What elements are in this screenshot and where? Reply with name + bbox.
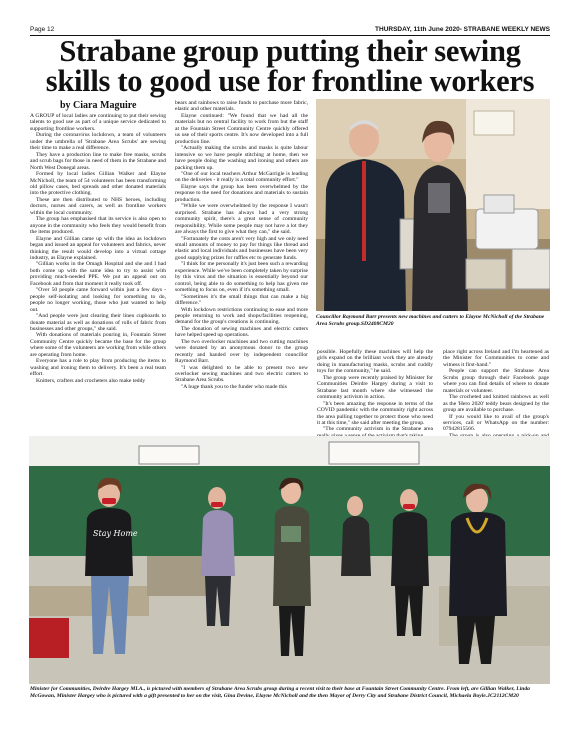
paragraph: "While we were overwhelmed by the response I wasn't surprised. Strabane has always had a very strong community spirit, there's a great sense of community responsibility. While some people may not have a lot they are always the first to give what they can," she said. bbox=[175, 203, 308, 236]
paragraph: bears and rainbows to raise funds to purchase more fabric, elastic and other materials. bbox=[175, 100, 308, 113]
paragraph: The group were recently praised by Minister for Communities Deirdre Hargey during a visit to Strabane last month where she witnessed the community activism in action. bbox=[317, 374, 433, 401]
paragraph: Knitters, crafters and crocheters also make teddy bbox=[36, 377, 146, 384]
paragraph: possible. Hopefully these machines will help the girls expand on the brilliant work they are already doing in manufacturing masks, scrubs and cuddly toys for the community," he said. bbox=[317, 349, 433, 375]
paragraph: place right across Ireland and I'm heartened as the Minister for Communities to come and witness it first-hand." bbox=[443, 349, 549, 368]
paragraph: With lockdown restrictions continuing to ease and more people returning to work and shops/facilities reopening, demand for the group's creations is continuing. bbox=[175, 306, 308, 326]
paragraph: "Over 50 people came forward within just a few days - people self-isolating and looking for something to do, people no longer working, those who just wanted to help out. bbox=[30, 287, 166, 313]
dateline: THURSDAY, 11th June 2020- STRABANE WEEKLY NEWS bbox=[375, 26, 550, 33]
headline bbox=[28, 36, 552, 96]
paragraph: These are then distributed to NHS heroes, including doctors, nurses and carers, as well as frontline workers within the local community. bbox=[30, 196, 166, 216]
paragraph: Everyone has a role to play from producing the items to washing and ironing them to delivery. It's been a real team effort. bbox=[30, 358, 166, 378]
paragraph: "Gillian works in the Omagh Hospital and she and I had both come up with the same idea to try to assist with providing much-needed PPE. We put an appeal out on Facebook and from that moment it really took off. bbox=[30, 261, 166, 287]
paragraph: "The community activism in the Strabane area bbox=[323, 426, 433, 433]
photo-minister-visit-graphic bbox=[29, 436, 550, 684]
shirt-print: Stay Home bbox=[93, 529, 138, 538]
headline-line-1: Strabane group putting their sewing bbox=[59, 34, 521, 68]
photo-caption-1: Councillor Raymond Barr presents new machines and cutters to Elayne McNicholl of the Strabane Area Scrubs group.SD2408CM20 bbox=[316, 314, 545, 327]
paragraph: "I was delighted to be able to present two new overlocker sewing machines and two electric cutters to Strabane Area Scrubs. bbox=[175, 364, 308, 384]
paragraph: Elayne says the group has been overwhelmed by the response to the need for donations and materials to sustain production. bbox=[175, 183, 308, 203]
headline-line-2: skills to good use for frontline workers bbox=[45, 64, 535, 98]
article-column-1 bbox=[30, 113, 166, 455]
photo-machine-presentation bbox=[316, 99, 550, 311]
paragraph: The crocheted and knitted rainbows as well as the 'Hero 2020' teddy bears designed by the group are available to purchase. bbox=[443, 394, 549, 414]
paragraph: They have a production line to make free masks, scrubs and scrub bags for those in need of them in the Strabane and North West Donegal areas. bbox=[30, 151, 166, 171]
paragraph: "I think for me personally it's just been such a rewarding experience. While we've been completely taken by surprise by this virus and the situation is essentially beyond our control, being able to do something to help has given me something to focus on, even if it's something small. bbox=[175, 261, 308, 294]
paragraph: "A huge thank you to the funder who made this bbox=[181, 383, 287, 390]
paragraph: The group has emphasised that its service is also open to anyone in the community who feels they would benefit from the items produced. bbox=[30, 216, 166, 236]
article-column-2 bbox=[175, 100, 308, 455]
paragraph: "And people were just clearing their linen cupboards to donate material as well as donations of rolls of fabric from businesses and other groups," she said. bbox=[30, 313, 166, 332]
paragraph: Elayne continued: "We found that we had all the materials but no central facility to work from but the staff at the Fountain Street Community Centre quickly offered us use of their sports centre. It's now developed into a full production line. bbox=[175, 112, 308, 145]
paragraph: People can support the Strabane Area Scrubs group through their Facebook page where you can find details of where to donate materials or volunteer. bbox=[443, 368, 549, 394]
paragraph: The two overlocker machines and two cutting machines were donated by an anonymous donor to the group recently and handed over by independent councillor Raymond Barr. bbox=[175, 338, 308, 365]
paragraph: Formed by local ladies Gillian Walker and Elayne McNicholl, the team of 54 volunteers has been transforming old pillow cases, bed spreads and other donated materials into the protective clothing. bbox=[30, 171, 166, 197]
paragraph: "Sometimes it's the small things that can make a big difference." bbox=[175, 293, 308, 307]
paragraph: "Fortunately the costs aren't very high and we only need small amounts of money to pay for things like thread and elastic and local individuals and businesses have been very good supplying prizes for raffles etc to generate funds. bbox=[175, 235, 308, 261]
paragraph: During the coronavirus lockdown, a team of volunteers under the umbrella of 'Strabane Area Scrubs' are sewing their time to make a real difference. bbox=[30, 132, 166, 152]
paragraph: "It's been amazing the response in terms of the COVID pandemic with the community right across the area pulling together to protect those who need it at this time," she said after meeting the group. bbox=[317, 400, 433, 426]
paragraph: With donations of materials pouring in, Fountain Street Community Centre quickly became the base for the group where some of the volunteers are working from while others are operating from home. bbox=[30, 332, 166, 358]
paragraph: Elayne and Gillian came up with the idea as lockdown began and issued an appeal for volunteers and fabrics, never thinking the result would develop into a virtual cottage industry, as Elayne explained. bbox=[30, 235, 166, 261]
photo-caption-2: Minister for Communities, Deirdre Hargey MLA., is pictured with members of Strabane Area Scrubs group during a recent visit to their base at Fountain Street Community Centre. From left, are Gillian Walker, Linda McGowan, Minister Hargey who is pictured with a gift presented to her on the visit, Gina Devine, Elayne McNicholl and the then Mayor of Derry City and Strabane District Council, Michaela Boyle.JC2112CM20 bbox=[30, 686, 530, 699]
paragraph: If you would like to avail of the group's services, call or WhatsApp on the number: 07942815566. bbox=[443, 413, 549, 433]
byline: by Ciara Maguire bbox=[60, 100, 137, 111]
paragraph: A GROUP of local ladies are continuing to put their sewing talents to good use as part of a unique service dedicated to supporting frontline workers. bbox=[30, 113, 166, 132]
photo-machine-presentation-graphic bbox=[316, 99, 550, 311]
paragraph: "Actually making the scrubs and masks is quite labour intensive so we have people stitching at home, then we have people doing the washing and ironing and others are packing them up. bbox=[175, 145, 308, 171]
photo-minister-visit bbox=[29, 436, 550, 684]
page-number: Page 12 bbox=[30, 26, 55, 33]
paragraph: "One of our local teachers Arthur McGarrigle is leading on the deliveries - it really is a total community effort." bbox=[175, 170, 308, 184]
paragraph: The donation of sewing machines and electric cutters have helped speed up operations. bbox=[175, 325, 308, 339]
